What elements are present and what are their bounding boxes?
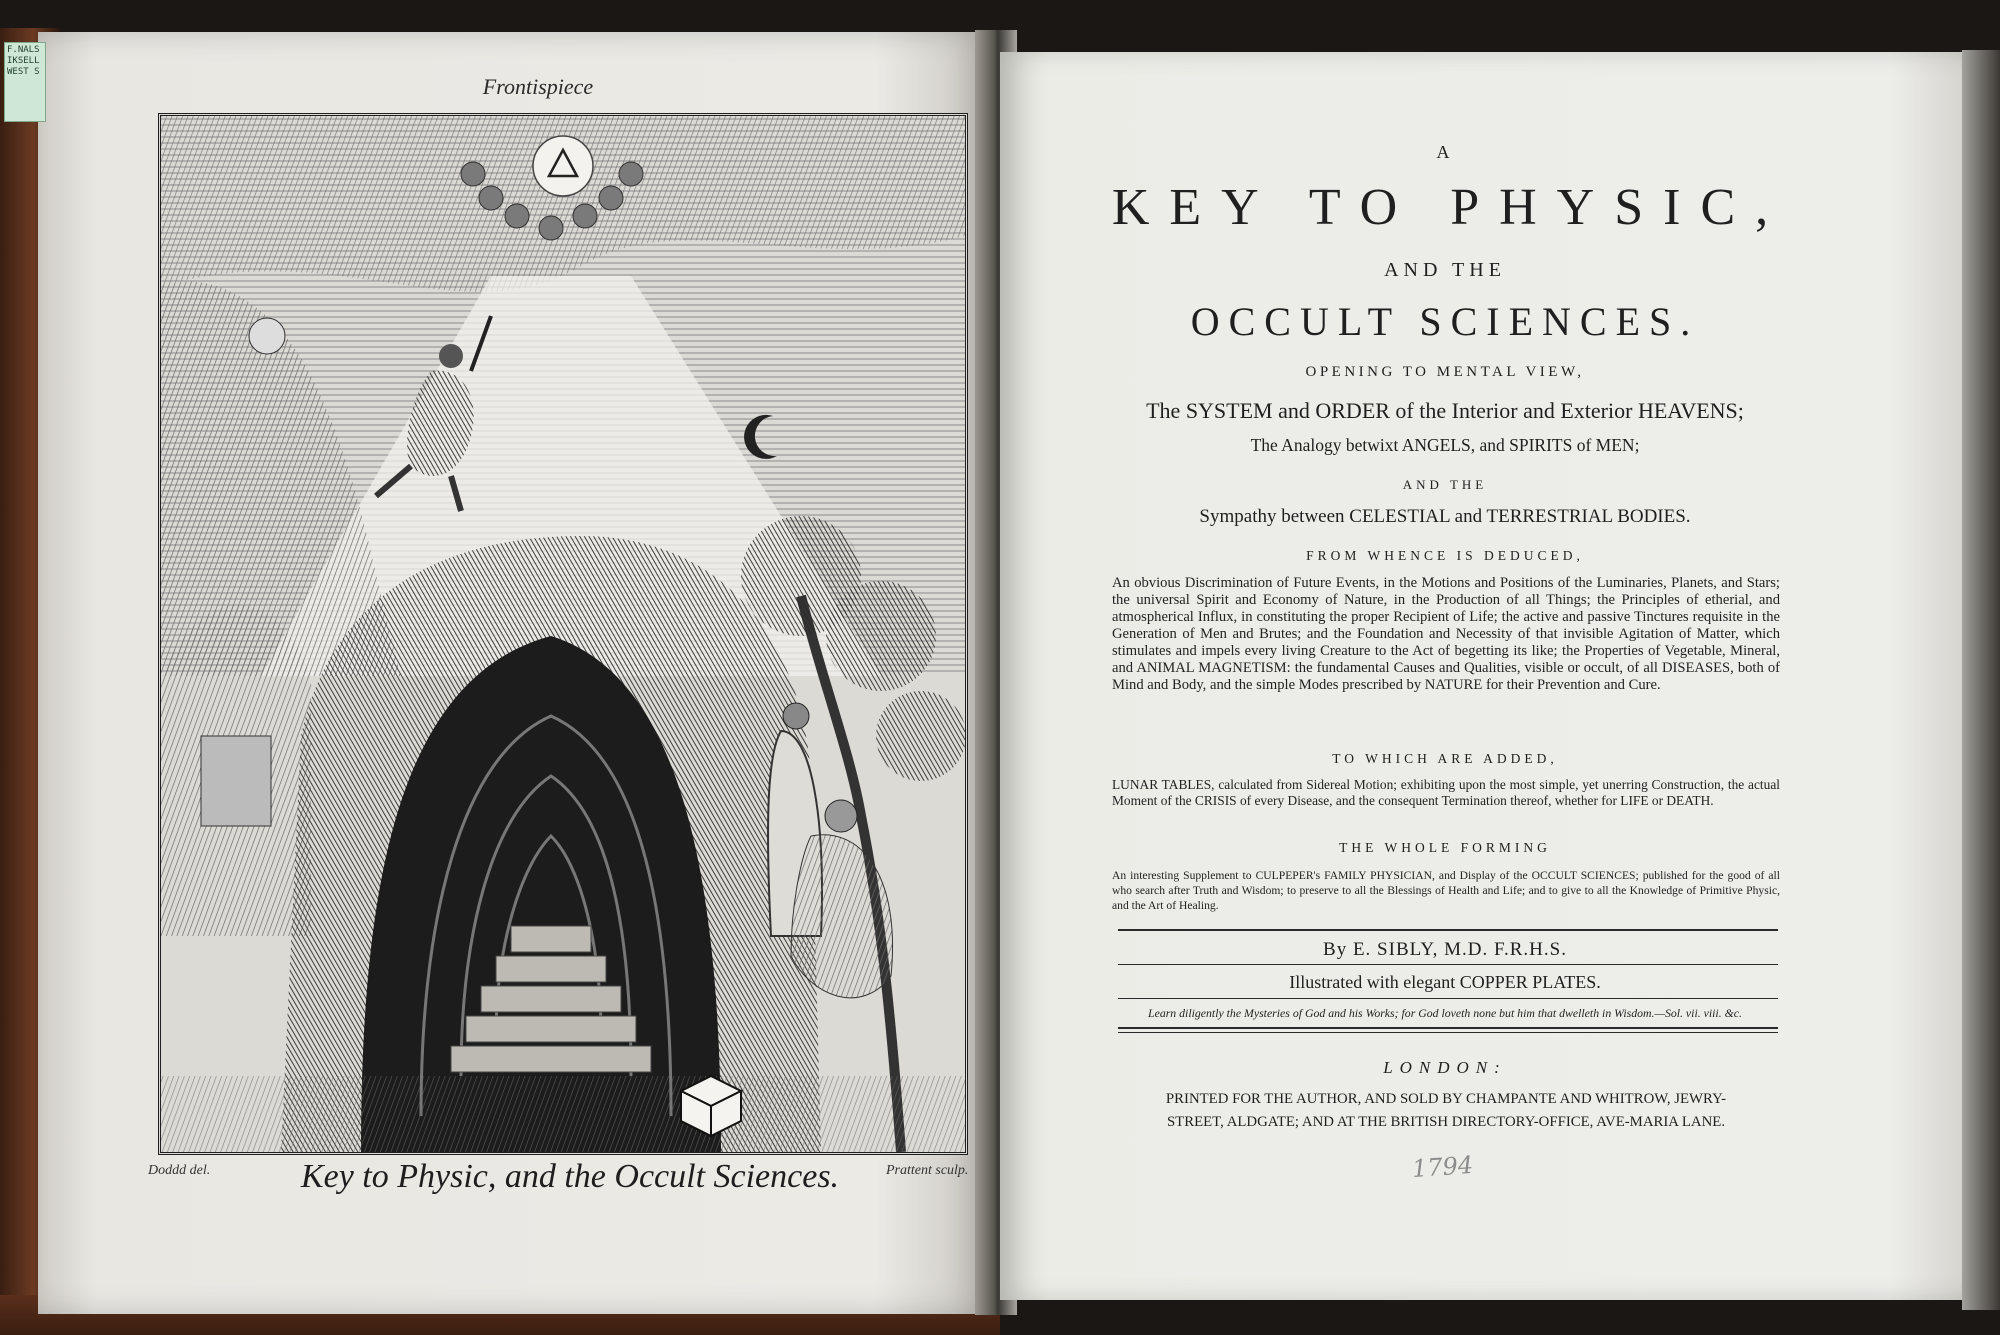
whence-line: FROM WHENCE IS DEDUCED, — [1306, 548, 1584, 563]
divider-rule — [1118, 1027, 1778, 1029]
illustrated-line: Illustrated with elegant COPPER PLATES. — [1289, 972, 1601, 992]
and-the-line-2: AND THE — [1402, 477, 1488, 492]
whole-forming-line: THE WHOLE FORMING — [1339, 840, 1551, 855]
divider-rule — [1118, 964, 1778, 965]
artist-credit: Doddd del. — [148, 1163, 211, 1178]
frontispiece-label: Frontispiece — [482, 74, 594, 99]
supplement-paragraph: An interesting Supplement to CULPEPER's FAMILY PHYSICIAN, and Display of the OCCULT SCIENCES; published for the good of all who search after Truth and Wisdom; to preserve to all the Blessings of Health and Life; and to give to all the Knowledge of Primitive Physic, and the Art of Healing. — [1112, 869, 1780, 912]
engraving-illustration — [161, 116, 965, 1152]
alchemist-furnace — [201, 736, 271, 826]
plate-caption: Key to Physic, and the Occult Sciences. — [300, 1158, 840, 1195]
imprint-line-1: PRINTED FOR THE AUTHOR, AND SOLD BY CHAMPANTE AND WHITROW, JEWRY- — [1165, 1091, 1727, 1107]
frontispiece-engraving — [158, 113, 968, 1155]
divider-rule — [1118, 1032, 1778, 1033]
added-line: TO WHICH ARE ADDED, — [1332, 751, 1558, 766]
author-line: By E. SIBLY, M.D. F.R.H.S. — [1323, 939, 1567, 960]
motto-line: Learn diligently the Mysteries of God and his Works; for God loveth none but him that dwelleth in Wisdom.—Sol. vii. viii. &c. — [1148, 1006, 1742, 1020]
opening-line: OPENING TO MENTAL VIEW, — [1305, 364, 1585, 380]
main-title: KEY TO PHYSIC, — [1111, 179, 1789, 236]
imprint-line-2: STREET, ALDGATE; AND AT THE BRITISH DIRECTORY-OFFICE, AVE-MARIA LANE. — [1166, 1114, 1726, 1130]
sympathy-line: Sympathy between CELESTIAL and TERRESTRIAL BODIES. — [1199, 506, 1691, 527]
library-sticker: F.NALS IKSELL WEST S — [4, 42, 46, 122]
analogy-line: The Analogy betwixt ANGELS, and SPIRITS of MEN; — [1250, 435, 1640, 455]
lunar-tables-paragraph: LUNAR TABLES, calculated from Sidereal Motion; exhibiting upon the most simple, yet unerring Construction, the actual Moment of the CRISIS of every Disease, and the consequent Termination thereof, whether for LIFE or DEATH. — [1112, 777, 1780, 808]
and-the-line: AND THE — [1384, 259, 1506, 281]
page-edges — [1962, 50, 2000, 1310]
imprint — [1110, 1088, 1782, 1134]
title-article: A — [1436, 142, 1454, 162]
handwritten-year: 1794 — [1411, 1150, 1474, 1184]
divider-rule — [1118, 929, 1778, 931]
system-line: The SYSTEM and ORDER of the Interior and Exterior HEAVENS; — [1146, 398, 1744, 423]
description-paragraph: An obvious Discrimination of Future Events, in the Motions and Positions of the Luminaries, Planets, and Stars; the universal Spirit and Economy of Nature, in the Production of all Things; the Principles of etherial, and atmospherical Influx, in constituting the proper Recipient of Life; the active and passive Tinctures requisite in the Generation of Men and Brutes; and the Foundation and Necessity of that invisible Agitation of Matter, which stimulates and impels every living Creature to the Act of begetting its like; the Properties of Vegetable, Mineral, and ANIMAL MAGNETISM: the fundamental Causes and Qualities, visible or occult, of all DISEASES, both of Mind and Body, and the simple Modes prescribed by NATURE for their Prevention and Cure. — [1112, 575, 1780, 693]
engraver-credit: Prattent sculp. — [886, 1163, 969, 1178]
imprint-city: LONDON: — [1383, 1058, 1507, 1077]
subtitle: OCCULT SCIENCES. — [1190, 299, 1700, 344]
ground — [161, 1076, 965, 1152]
trinity-emblem-icon — [533, 136, 593, 196]
sun-face-icon — [249, 318, 285, 354]
divider-rule — [1118, 998, 1778, 999]
